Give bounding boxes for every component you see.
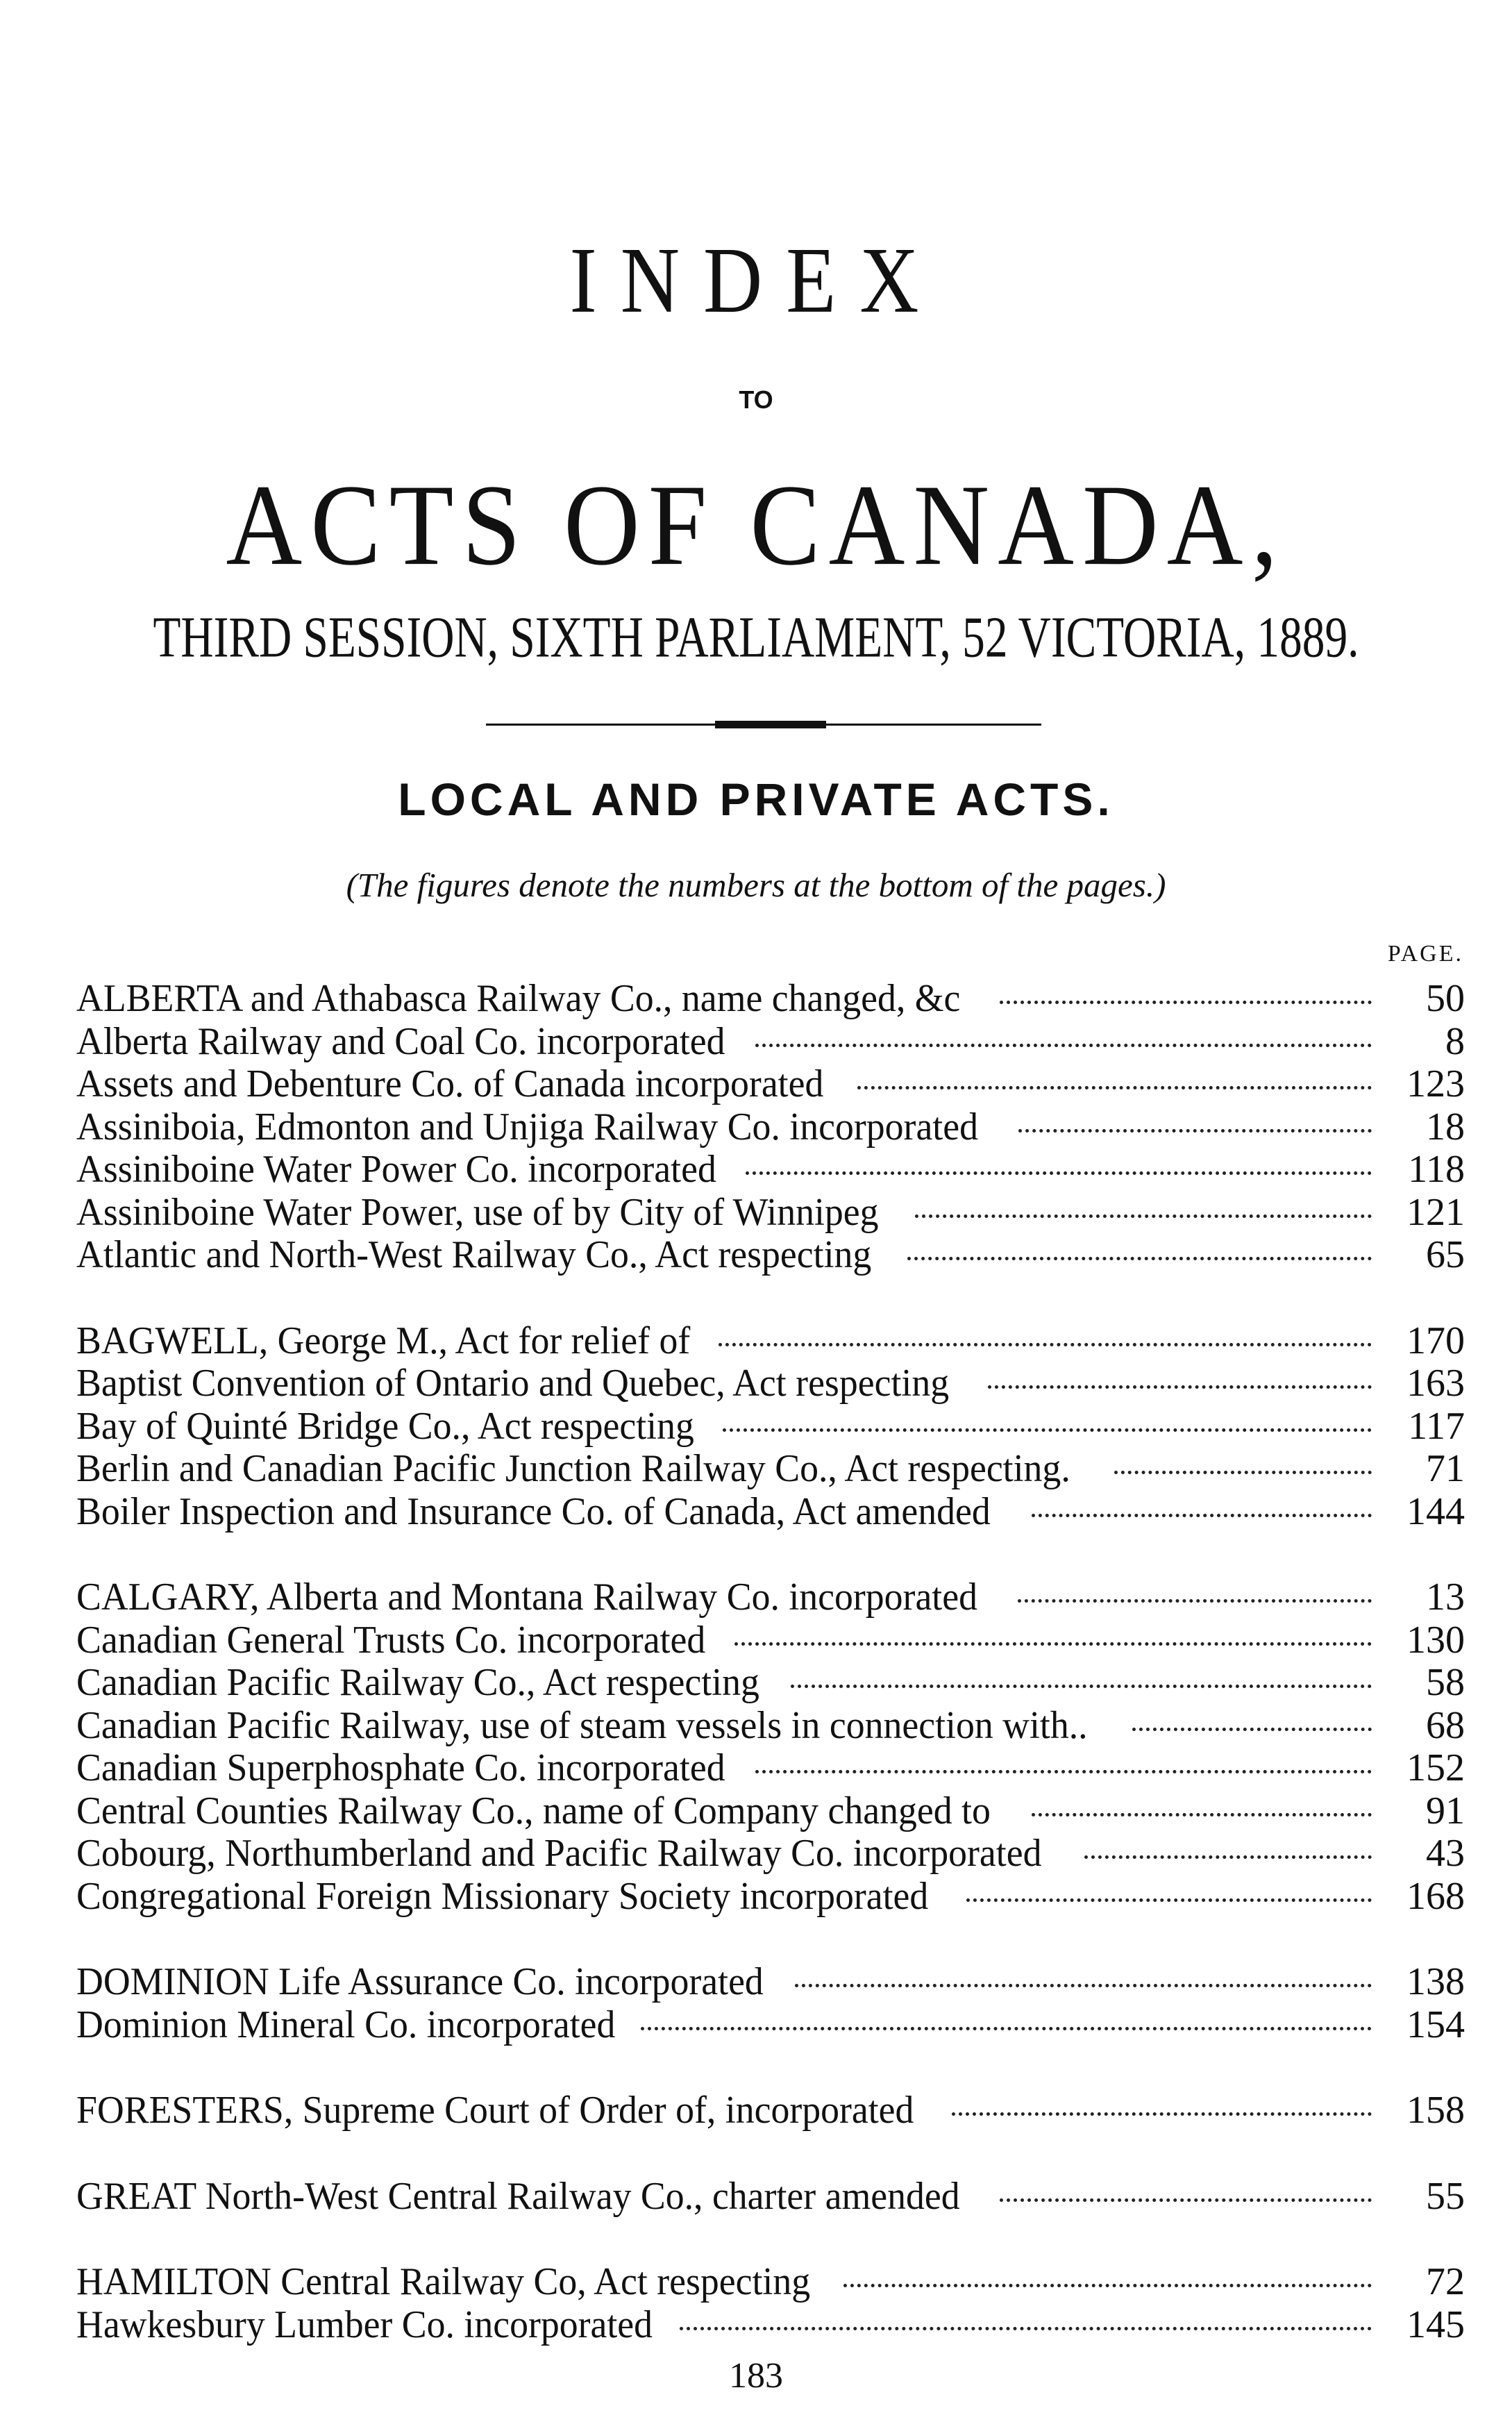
dot-leader	[1084, 1855, 1372, 1859]
index-entry	[76, 1063, 1465, 1106]
footer-page-number: 183	[729, 2356, 783, 2396]
dot-leader	[723, 1428, 1372, 1432]
dot-leader	[791, 1684, 1372, 1688]
index-entry	[76, 1961, 1465, 2004]
index-entry-text: GREAT North-West Central Railway Co., charter amended	[76, 2174, 960, 2218]
dot-leader	[1018, 1598, 1372, 1603]
dot-leader	[1032, 1812, 1372, 1816]
index-entry-page: 130	[1406, 1618, 1465, 1662]
dot-leader	[966, 1898, 1372, 1902]
index-entry-page: 158	[1406, 2089, 1465, 2132]
title-acts-of-canada: ACTS OF CANADA,	[226, 460, 1286, 590]
index-entry	[76, 1192, 1465, 1235]
dot-leader	[719, 1342, 1372, 1346]
index-entry-text: Canadian Pacific Railway Co., Act respecting	[76, 1661, 759, 1704]
index-entry-page: 152	[1406, 1746, 1465, 1789]
index-entry-text: Congregational Foreign Missionary Society incorporated	[76, 1874, 929, 1918]
index-entry-text: HAMILTON Central Railway Co, Act respecting	[76, 2260, 811, 2303]
index-group	[76, 2175, 1465, 2219]
dot-leader	[795, 1983, 1372, 1987]
index-entry-page: 144	[1406, 1489, 1465, 1533]
index-entry	[76, 1405, 1465, 1448]
title-to: TO	[739, 385, 773, 414]
dot-leader	[680, 2326, 1372, 2330]
index-entry-page: 55	[1426, 2174, 1465, 2218]
index-entry-page: 8	[1445, 1019, 1465, 1063]
index-entry-text: Dominion Mineral Co. incorporated	[76, 2003, 616, 2046]
dot-leader	[641, 2026, 1372, 2030]
index-entry	[76, 1790, 1465, 1833]
index-group	[76, 1961, 1465, 2046]
index-entry-text: Bay of Quinté Bridge Co., Act respecting	[76, 1404, 694, 1448]
index-entry-text: CALGARY, Alberta and Montana Railway Co. incorporated	[76, 1576, 977, 1619]
index-entry-text: Canadian General Trusts Co. incorporated	[76, 1618, 706, 1662]
index-entry-page: 121	[1406, 1190, 1465, 1234]
dot-leader	[857, 1085, 1372, 1089]
index-entry-page: 50	[1426, 977, 1465, 1020]
dot-leader	[843, 2283, 1372, 2287]
index-entry-text: BAGWELL, George M., Act for relief of	[76, 1319, 691, 1362]
index-entry	[76, 1747, 1465, 1790]
index-entry-text: Alberta Railway and Coal Co. incorporated	[76, 1019, 725, 1063]
index-entry	[76, 1234, 1465, 1277]
index-entry-page: 91	[1426, 1789, 1465, 1832]
dot-leader	[1000, 1000, 1372, 1004]
index-entry-text: Berlin and Canadian Pacific Junction Railway Co., Act respecting.	[76, 1447, 1070, 1490]
dot-leader	[1114, 1470, 1372, 1474]
index-entry-page: 68	[1426, 1703, 1465, 1747]
index-entry	[76, 1662, 1465, 1705]
index-group	[76, 978, 1465, 1277]
index-entry-page: 138	[1406, 1960, 1465, 2003]
index-entry	[76, 2004, 1465, 2047]
index-entry-page: 43	[1426, 1832, 1465, 1875]
dot-leader	[746, 1171, 1372, 1175]
index-entry-page: 18	[1426, 1105, 1465, 1149]
index-entry-page: 168	[1406, 1874, 1465, 1918]
title-session: THIRD SESSION, SIXTH PARLIAMENT, 52 VICTORIA, 1889.	[153, 605, 1359, 669]
index-entry-page: 65	[1426, 1233, 1465, 1276]
index-entry-page: 163	[1406, 1362, 1465, 1405]
dot-leader	[1032, 1513, 1372, 1517]
index-entry	[76, 2261, 1465, 2304]
index-entry	[76, 2304, 1465, 2347]
index-entry	[76, 2175, 1465, 2219]
index-entry-text: Canadian Superphosphate Co. incorporated	[76, 1746, 725, 1789]
index-entry-text: FORESTERS, Supreme Court of Order of, incorporated	[76, 2089, 914, 2132]
index-entry	[76, 978, 1465, 1021]
index-entry	[76, 1149, 1465, 1192]
index-entry-page: 170	[1406, 1319, 1465, 1362]
index-entry-text: Assets and Debenture Co. of Canada incorporated	[76, 1062, 824, 1105]
index-entry-text: Canadian Pacific Railway, use of steam vessels in connection with..	[76, 1703, 1088, 1747]
index-entry-page: 71	[1426, 1447, 1465, 1490]
index-entry-text: Assiniboine Water Power, use of by City of Winnipeg	[76, 1190, 879, 1234]
dot-leader	[988, 1385, 1372, 1389]
index-entry-text: Baptist Convention of Ontario and Quebec, Act respecting	[76, 1362, 950, 1405]
index-entry	[76, 1491, 1465, 1534]
index-entry	[76, 1448, 1465, 1491]
index-entry	[76, 1619, 1465, 1662]
index-group	[76, 1576, 1465, 1918]
index-entry-page: 13	[1426, 1576, 1465, 1619]
index-entry-page: 154	[1406, 2003, 1465, 2046]
index-entries	[76, 978, 1465, 2389]
index-entry	[76, 1106, 1465, 1149]
page-column-header: PAGE.	[1387, 941, 1463, 967]
index-entry-page: 58	[1426, 1661, 1465, 1704]
dot-leader	[1132, 1727, 1372, 1731]
index-entry-page: 145	[1406, 2303, 1465, 2346]
index-entry-page: 72	[1426, 2260, 1465, 2303]
index-entry-text: Assiniboine Water Power Co. incorporated	[76, 1148, 716, 1191]
title-index: INDEX	[569, 228, 943, 333]
index-entry-text: Central Counties Railway Co., name of Company changed to	[76, 1789, 991, 1832]
index-entry-page: 123	[1406, 1062, 1465, 1105]
page-number-note: (The figures denote the numbers at the bottom of the pages.)	[346, 866, 1166, 904]
index-entry-text: DOMINION Life Assurance Co. incorporated	[76, 1960, 764, 2003]
index-entry-text: Boiler Inspection and Insurance Co. of Canada, Act amended	[76, 1489, 991, 1533]
index-entry	[76, 2089, 1465, 2132]
index-entry	[76, 1021, 1465, 1064]
index-entry-page: 117	[1408, 1404, 1465, 1448]
dot-leader	[755, 1769, 1372, 1773]
index-entry	[76, 1576, 1465, 1619]
index-entry	[76, 1876, 1465, 1919]
index-entry-text: ALBERTA and Athabasca Railway Co., name changed, &c	[76, 977, 961, 1020]
dot-leader	[734, 1642, 1372, 1646]
index-entry-text: Assiniboia, Edmonton and Unjiga Railway Co. incorporated	[76, 1105, 978, 1149]
dot-leader	[915, 1214, 1372, 1218]
index-entry-text: Hawkesbury Lumber Co. incorporated	[76, 2303, 653, 2346]
title-divider-ornament	[715, 721, 826, 728]
index-entry-text: Cobourg, Northumberland and Pacific Railway Co. incorporated	[76, 1832, 1042, 1875]
index-entry	[76, 1362, 1465, 1405]
index-group	[76, 2261, 1465, 2346]
dot-leader	[952, 2112, 1372, 2116]
section-heading: LOCAL AND PRIVATE ACTS.	[398, 774, 1114, 825]
index-entry	[76, 1832, 1465, 1876]
index-entry-text: Atlantic and North-West Railway Co., Act respecting	[76, 1233, 872, 1276]
dot-leader	[1018, 1128, 1372, 1133]
index-group	[76, 2089, 1465, 2132]
dot-leader	[1000, 2198, 1372, 2202]
dot-leader	[907, 1256, 1372, 1260]
dot-leader	[755, 1043, 1372, 1047]
index-entry	[76, 1320, 1465, 1363]
index-group	[76, 1320, 1465, 1534]
index-entry-page: 118	[1408, 1148, 1465, 1191]
index-entry	[76, 1705, 1465, 1748]
